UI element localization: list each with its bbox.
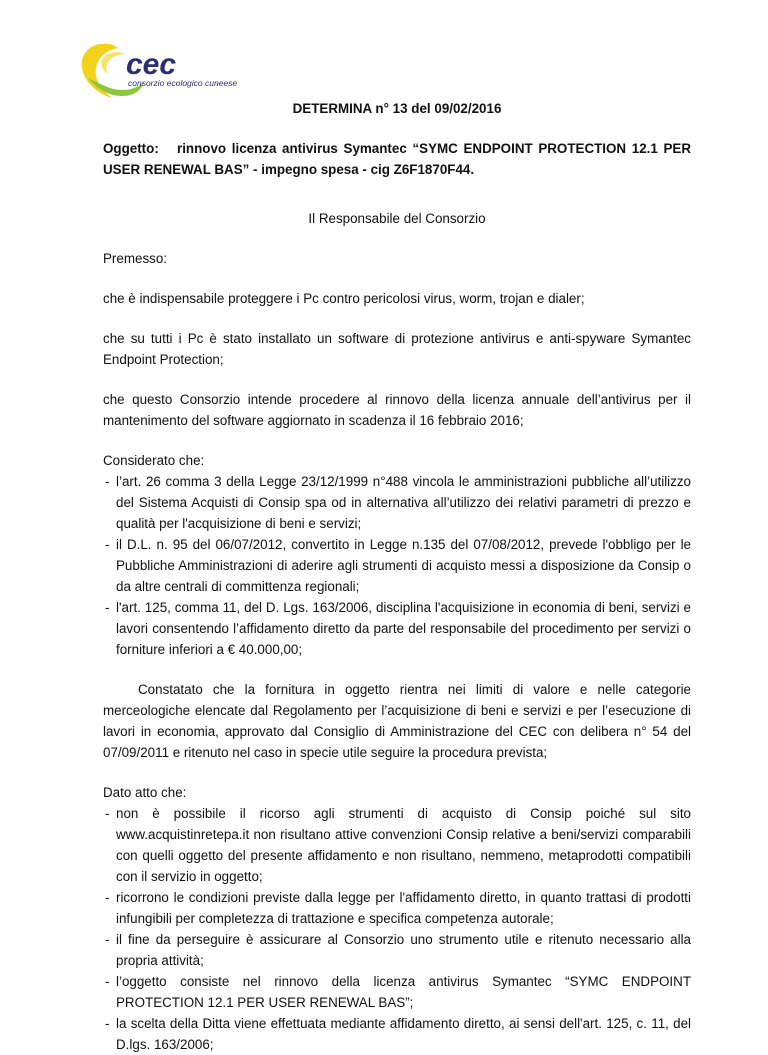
list-item: - non è possibile il ricorso agli strumenti di acquisto di Consip poiché sul sito www.acquistinretepa.it non risultano attive convenzioni Consip relative a beni/servizi comparabili con quelli oggetto del presente affidamento e non risultano, nemmeno, metaprodotti compatibili con il servizio in oggetto; xyxy=(103,803,691,887)
document-body xyxy=(103,94,691,1055)
premesso-intro: Premesso: xyxy=(103,251,167,266)
list-item: - l'art. 125, comma 11, del D. Lgs. 163/2006, disciplina l'acquisizione in economia di beni, servizi e lavori consentendo l’affidamento diretto da parte del responsabile del procedimento per servizi o forniture inferiori a € 40.000,00; xyxy=(103,597,691,660)
list-item: - l’art. 26 comma 3 della Legge 23/12/1999 n°488 vincola le amministrazioni pubbliche all’utilizzo del Sistema Acquisti di Consip spa od in alternativa all’utilizzo dei relativi parametri di prezzo e qualità per l'acquisizione di beni e servizi; xyxy=(103,471,691,534)
list-item: - ricorrono le condizioni previste dalla legge per l'affidamento diretto, in quanto trattasi di prodotti infungibili per completezza di trattazione e specifica competenza autorale; xyxy=(103,887,691,929)
list-item: - il fine da perseguire è assicurare al Consorzio uno strumento utile e ritenuto necessario alla propria attività; xyxy=(103,929,691,971)
subject-text: rinnovo licenza antivirus Symantec “SYMC ENDPOINT PROTECTION 12.1 PER USER RENEWAL BAS” - impegno spesa - cig Z6F1870F44. xyxy=(103,141,691,177)
subject-label: Oggetto: xyxy=(103,141,159,156)
premesso-item: che su tutti i Pc è stato installato un software di protezione antivirus e anti-spyware Symantec Endpoint Protection; xyxy=(103,331,691,367)
logo-tagline: consorzio ecologico cuneese xyxy=(128,78,238,88)
list-item: - il D.L. n. 95 del 06/07/2012, convertito in Legge n.135 del 07/08/2012, prevede l'obbligo per le Pubbliche Amministrazioni di aderire agli strumenti di acquisto messi a disposizione da Consip o da altre centrali di committenza regionali; xyxy=(103,534,691,597)
logo-swoosh-yellow-inner xyxy=(101,52,126,74)
dato-atto-list xyxy=(103,803,691,1055)
logo-brand: cec xyxy=(126,48,177,81)
list-item: - la scelta della Ditta viene effettuata mediante affidamento diretto, ai sensi dell'art. 125, c. 11, del D.lgs. 163/2006; xyxy=(103,1013,691,1055)
considerato-list xyxy=(103,471,691,660)
considerato-intro: Considerato che: xyxy=(103,453,205,468)
constatato-paragraph: Constatato che la fornitura in oggetto rientra nei limiti di valore e nelle categorie merceologiche elencate dal Regolamento per l’acquisizione di beni e servizi e per l’esecuzione di lavori in economia, approvato dal Consiglio di Amministrazione del CEC con delibera n° 54 del 07/09/2011 e ritenuto nel caso in specie utile seguire la procedura prevista; xyxy=(103,682,691,760)
responsabile-line: Il Responsabile del Consorzio xyxy=(308,211,486,226)
list-item: - l’oggetto consiste nel rinnovo della licenza antivirus Symantec “SYMC ENDPOINT PROTECTION 12.1 PER USER RENEWAL BAS”; xyxy=(103,971,691,1013)
subject-line xyxy=(103,138,691,180)
premesso-item: che questo Consorzio intende procedere al rinnovo della licenza annuale dell’antivirus per il mantenimento del software aggiornato in scadenza il 16 febbraio 2016; xyxy=(103,392,691,428)
document-title: DETERMINA n° 13 del 09/02/2016 xyxy=(292,101,502,116)
premesso-item: che è indispensabile proteggere i Pc contro pericolosi virus, worm, trojan e dialer; xyxy=(103,291,585,306)
cec-logo xyxy=(78,38,248,102)
dato-atto-intro: Dato atto che: xyxy=(103,785,187,800)
